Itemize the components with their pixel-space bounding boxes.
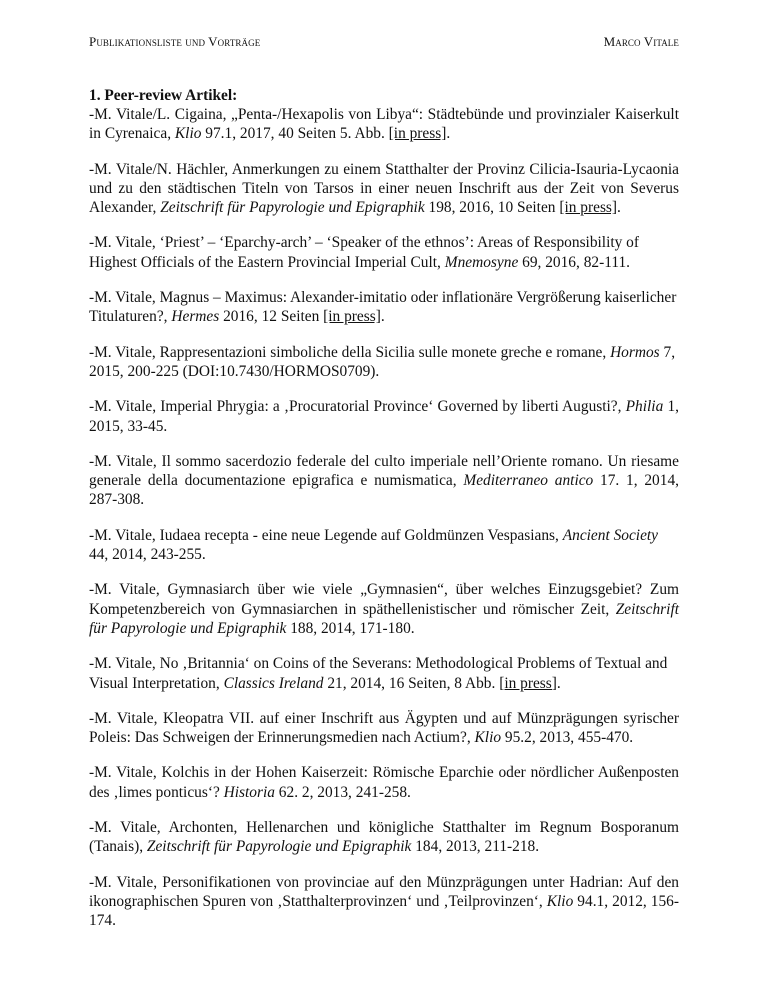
entry-authors: -M. Vitale, bbox=[89, 819, 169, 837]
entry-details: 1, 2015, 33-45. bbox=[89, 398, 679, 435]
entry-authors: -M. Vitale, bbox=[89, 398, 161, 416]
publication-entry bbox=[89, 818, 679, 857]
entry-title: Anmerkungen zu einem Statthalter der Provinz Cilicia-Isauria-Lycaonia und zu den städtischen Titeln von Tarsos in einer neuen Inschrift aus der Zeit von Severus Alexander, bbox=[89, 160, 679, 217]
entry-journal: Zeitschrift für Papyrologie und Epigraphik bbox=[146, 838, 412, 856]
entry-journal: Zeitschrift für Papyrologie und Epigraphik bbox=[89, 600, 679, 637]
entry-status: [in press] bbox=[499, 674, 557, 692]
publication-entry bbox=[89, 873, 679, 931]
publication-entry: -M. Vitale/L. Cigaina, „Penta-/Hexapolis von Libya“: Städtebünde und provinzialer Kaiserkult in Cyrenaica, Klio 97.1, 2017, 40 Seiten 5. Abb. [in press]. bbox=[89, 106, 679, 143]
entry-title: No ‚Britannia‘ on Coins of the Severans: Methodological Problems of Textual and Visual Interpretation, bbox=[89, 655, 668, 692]
entry-details: 62. 2, 2013, 241-258. bbox=[274, 783, 411, 801]
publication-entry bbox=[89, 452, 679, 510]
entry-details: 17. 1, 2014, 287-308. bbox=[89, 472, 679, 509]
entry-title: Archonten, Hellenarchen und königliche Statthalter im Regnum Bosporanum (Tanais), bbox=[89, 819, 679, 856]
entry-title: Magnus – Maximus: Alexander-imitatio oder inflationäre Vergrößerung kaiserlicher Titulaturen?, bbox=[89, 289, 677, 326]
header-left-title: Publikationsliste und Vorträge bbox=[89, 34, 261, 49]
entry-details: 198, 2016, 10 Seiten bbox=[424, 199, 560, 217]
entry-details: 95.2, 2013, 455-470. bbox=[501, 729, 634, 747]
publication-entry bbox=[89, 397, 679, 436]
publication-entry bbox=[89, 233, 679, 272]
entry-journal: Mediterraneo antico bbox=[463, 472, 594, 490]
entry-details: 7, 2015, 200-225 (DOI:10.7430/HORMOS0709). bbox=[89, 343, 676, 380]
entry-journal: Klio bbox=[174, 125, 202, 143]
entry-authors: -M. Vitale/L. Cigaina, bbox=[89, 106, 232, 123]
entry-status: [in press] bbox=[323, 308, 381, 326]
publication-entry bbox=[89, 709, 679, 748]
entry-title: Kleopatra VII. auf einer Inschrift aus Ägypten und auf Münzprägungen syrischer Poleis: Das Schweigen der Erinnerungsmedien nach Actium?, bbox=[89, 709, 679, 747]
entry-details: 44, 2014, 243-255. bbox=[89, 546, 206, 564]
entry-journal: Klio bbox=[546, 892, 574, 910]
entry-details: 2016, 12 Seiten bbox=[219, 308, 324, 326]
entry-authors: -M. Vitale, bbox=[89, 343, 160, 361]
entry-details: 184, 2013, 211-218. bbox=[411, 838, 540, 856]
entry-details: 97.1, 2017, 40 Seiten 5. Abb. bbox=[201, 125, 389, 143]
entry-authors: -M. Vitale, bbox=[89, 526, 160, 544]
entry-details: 94.1, 2012, 156-174. bbox=[89, 892, 679, 930]
entry-journal: Klio bbox=[474, 729, 502, 747]
entry-status: [in press] bbox=[388, 125, 447, 143]
entry-authors: -M. Vitale, bbox=[89, 452, 162, 470]
entry-authors: -M. Vitale, bbox=[89, 581, 168, 599]
entry-authors: -M. Vitale, bbox=[89, 709, 163, 727]
publication-entry bbox=[89, 580, 679, 638]
header-right-author: Marco Vitale bbox=[603, 34, 679, 49]
entry-details: 69, 2016, 82-111. bbox=[518, 253, 630, 271]
publication-entry bbox=[89, 526, 679, 565]
entry-details: 188, 2014, 171-180. bbox=[286, 619, 415, 637]
entry-authors: -M. Vitale, bbox=[89, 234, 160, 252]
entry-journal: Hermes bbox=[171, 308, 220, 326]
entry-journal: Ancient Society bbox=[562, 526, 659, 544]
entry-authors: -M. Vitale, bbox=[89, 655, 160, 673]
entry-title: Kolchis in der Hohen Kaiserzeit: Römische Eparchie oder nördlicher Außenposten des ‚limes ponticus‘? bbox=[89, 764, 679, 801]
publication-entry: -M. Vitale, No ‚Britannia‘ on Coins of the Severans: Methodological Problems of Textual and Visual Interpretation, Classics Ireland 21, 2014, 16 Seiten, 8 Abb. [in press]. bbox=[89, 655, 668, 692]
entry-title: Personifikationen von provinciae auf den Münzprägungen unter Hadrian: Auf den ikonographischen Spuren von ‚Statthalterprovinzen‘ und ‚Teilprovinzen‘, bbox=[89, 873, 679, 910]
publication-entry: -M. Vitale/N. Hächler, Anmerkungen zu einem Statthalter der Provinz Cilicia-Isauria-Lycaonia und zu den städtischen Titeln von Tarsos in einer neuen Inschrift aus der Zeit von Severus Alexander, Zeitschrift für Papyrologie und Epigraphik 198, 2016, 10 Seiten [in press]. bbox=[89, 160, 679, 217]
entry-title: Il sommo sacerdozio federale del culto imperiale nell’Oriente romano. Un riesame generale della documentazione epigrafica e numismatica, bbox=[89, 452, 679, 490]
entry-status: [in press] bbox=[559, 199, 618, 217]
publication-entry bbox=[89, 763, 679, 802]
publication-entry bbox=[89, 343, 679, 382]
entry-journal: Mnemosyne bbox=[444, 253, 519, 271]
entry-authors: -M. Vitale, bbox=[89, 289, 160, 307]
entry-title: Imperial Phrygia: a ‚Procuratorial Province‘ Governed by liberti Augusti?, bbox=[160, 398, 626, 416]
page-header bbox=[89, 34, 679, 52]
entry-title: Gymnasiarch über wie viele „Gymnasien“, über welches Einzugsgebiet? Zum Kompetenzbereich von Gymnasiarchen in späthellenistischer und römischer Zeit, bbox=[89, 581, 679, 618]
entry-details: 21, 2014, 16 Seiten, 8 Abb. bbox=[323, 674, 500, 692]
entry-journal: Zeitschrift für Papyrologie und Epigraphik bbox=[160, 199, 425, 217]
entry-authors: -M. Vitale/N. Hächler, bbox=[89, 160, 232, 178]
entry-title: „Penta-/Hexapolis von Libya“: Städtebünde und provinzialer Kaiserkult in Cyrenaica, bbox=[89, 106, 679, 143]
section-title: 1. Peer-review Artikel: bbox=[89, 87, 238, 104]
entry-journal: Philia bbox=[625, 398, 664, 416]
entry-journal: Hormos bbox=[610, 343, 660, 361]
publication-entry: -M. Vitale, Magnus – Maximus: Alexander-imitatio oder inflationäre Vergrößerung kaiserlicher Titulaturen?, Hermes 2016, 12 Seiten [in press]. bbox=[89, 289, 677, 326]
entry-title: Iudaea recepta - eine neue Legende auf Goldmünzen Vespasians, bbox=[159, 526, 563, 544]
entry-authors: -M. Vitale, bbox=[89, 873, 163, 891]
entry-journal: Historia bbox=[223, 783, 275, 801]
entry-title: ‘Priest’ – ‘Eparchy-arch’ – ‘Speaker of the ethnos’: Areas of Responsibility of Highest Officials of the Eastern Provincial Imperial Cult, bbox=[89, 234, 639, 271]
entry-title: Rappresentazioni simboliche della Sicilia sulle monete greche e romane, bbox=[159, 343, 611, 361]
publication-list bbox=[89, 86, 679, 947]
entry-journal: Classics Ireland bbox=[223, 674, 324, 692]
entry-authors: -M. Vitale, bbox=[89, 764, 162, 782]
